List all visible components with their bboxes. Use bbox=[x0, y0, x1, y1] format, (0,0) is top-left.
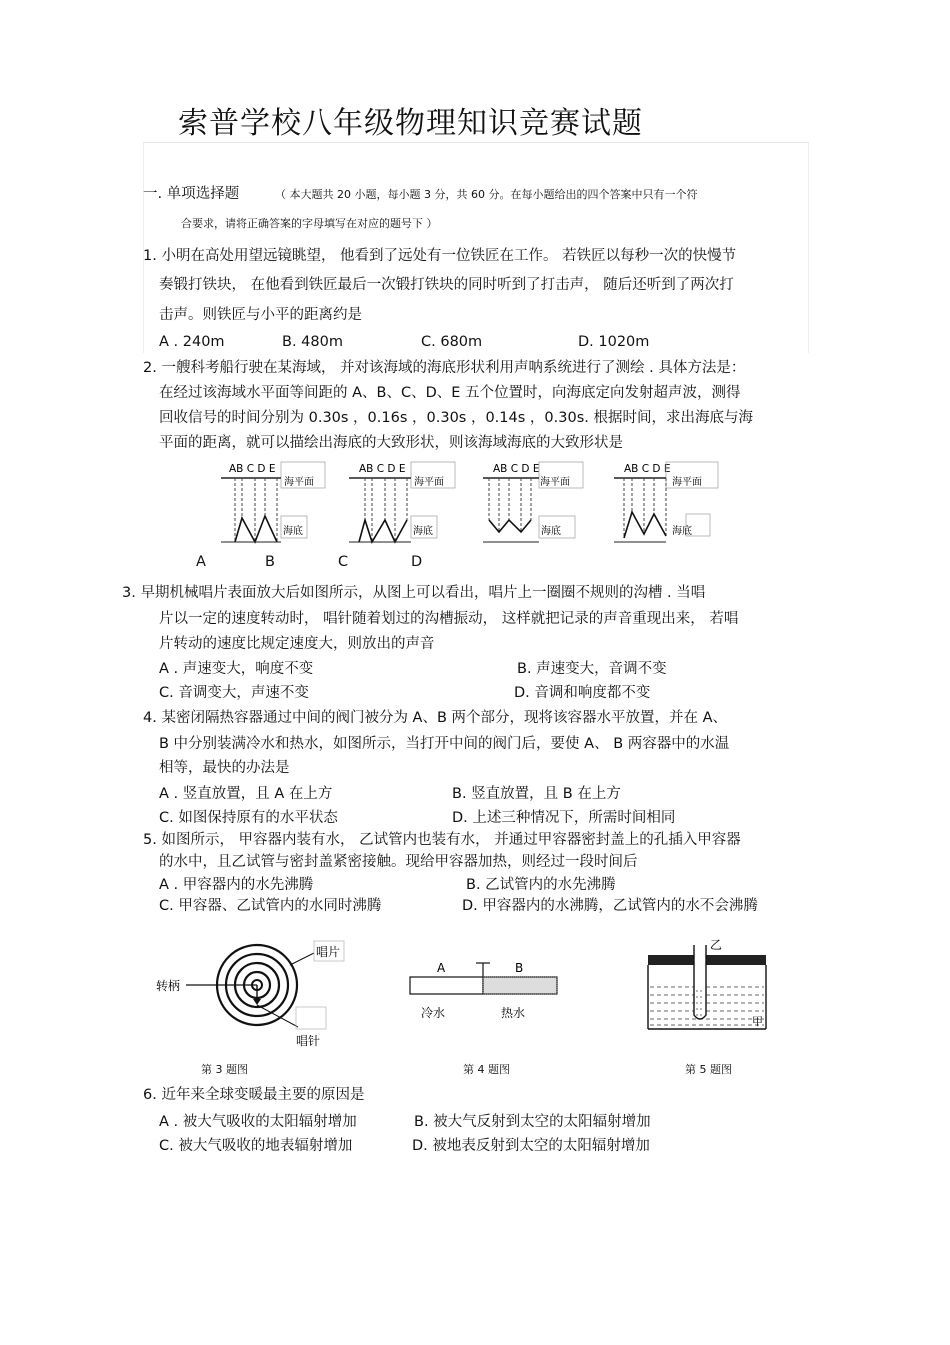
q3-option-c: C. 音调变大，声速不变 bbox=[159, 685, 309, 701]
q2-fig-label-d: D bbox=[411, 554, 423, 570]
hot-water-label: 热水 bbox=[501, 1006, 526, 1020]
panel-points-label: AB C D E bbox=[229, 463, 276, 475]
q2-line1: 2. 一艘科考船行驶在某海域， 并对该海域的海底形状利用声呐系统进行了测绘 . 具体方法是： bbox=[143, 360, 746, 376]
q5-option-b: B. 乙试管内的水先沸腾 bbox=[466, 877, 616, 893]
seabed-panel-c bbox=[483, 462, 583, 542]
q3-option-a: A . 声速变大，响度不变 bbox=[159, 661, 314, 677]
q5-line2: 的水中，且乙试管与密封盖紧密接触。现给甲容器加热，则经过一段时间后 bbox=[159, 854, 638, 870]
q2-line4: 平面的距离，就可以描绘出海底的大致形状，则该海域海底的大致形状是 bbox=[159, 435, 623, 451]
q1-option-b: B. 480m bbox=[282, 334, 343, 350]
svg-text:海平面: 海平面 bbox=[672, 477, 702, 488]
seabed-panel-b bbox=[349, 462, 455, 542]
q2-fig-label-c: C bbox=[338, 554, 349, 570]
svg-text:AB C D E: AB C D E bbox=[359, 463, 406, 475]
q4-option-d: D. 上述三种情况下，所需时间相同 bbox=[452, 810, 676, 826]
svg-text:海底: 海底 bbox=[541, 526, 561, 537]
record-label: 唱片 bbox=[316, 945, 341, 959]
svg-text:海底: 海底 bbox=[413, 526, 433, 537]
handle-label: 转柄 bbox=[156, 979, 181, 993]
sea-floor-label: 海底 bbox=[283, 526, 303, 537]
page-title: 索普学校八年级物理知识竞赛试题 bbox=[178, 106, 643, 141]
q4-line3: 相等，最快的办法是 bbox=[159, 760, 290, 776]
q4-option-c: C. 如图保持原有的水平状态 bbox=[159, 810, 338, 826]
q2-fig-label-b: B bbox=[265, 554, 275, 570]
q4-option-a: A . 竖直放置，且 A 在上方 bbox=[159, 786, 333, 802]
q4-line1: 4. 某密闭隔热容器通过中间的阀门被分为 A、B 两个部分，现将该容器水平放置，并在 A、 bbox=[143, 710, 728, 726]
q5-line1: 5. 如图所示， 甲容器内装有水， 乙试管内也装有水， 并通过甲容器密封盖上的孔插入甲容器 bbox=[143, 832, 741, 848]
section-heading: 一. 单项选择题 bbox=[143, 186, 240, 202]
q3-option-b: B. 声速变大，音调不变 bbox=[517, 661, 667, 677]
container-b-label: B bbox=[515, 961, 524, 975]
svg-text:海平面: 海平面 bbox=[414, 477, 444, 488]
q4-option-b: B. 竖直放置，且 B 在上方 bbox=[452, 786, 621, 802]
q2-line3: 回收信号的时间分别为 0.30s ，0.16s ，0.30s ，0.14s ，0.30s. 根据时间，求出海底与海 bbox=[159, 410, 753, 426]
q1-option-c: C. 680m bbox=[421, 334, 483, 350]
q3-line3: 片转动的速度比规定速度大，则放出的声音 bbox=[159, 636, 435, 652]
q1-line2: 奏锻打铁块， 在他看到铁匠最后一次锻打铁块的同时听到了打击声， 随后还听到了两次打 bbox=[159, 277, 734, 293]
svg-text:海平面: 海平面 bbox=[540, 477, 570, 488]
fig3-caption: 第 3 题图 bbox=[201, 1063, 248, 1076]
q6-option-d: D. 被地表反射到太空的太阳辐射增加 bbox=[412, 1138, 650, 1154]
fig3-record-diagram bbox=[150, 935, 360, 1055]
q3-line1: 3. 早期机械唱片表面放大后如图所示，从图上可以看出，唱片上一圈圈不规则的沟槽 . 当唱 bbox=[122, 585, 706, 601]
q2-seabed-figures bbox=[215, 458, 725, 550]
q6-option-c: C. 被大气吸收的地表辐射增加 bbox=[159, 1138, 353, 1154]
q1-option-a: A . 240m bbox=[159, 334, 225, 350]
q6-option-a: A . 被大气吸收的太阳辐射增加 bbox=[159, 1114, 357, 1130]
q6-option-b: B. 被大气反射到太空的太阳辐射增加 bbox=[414, 1114, 651, 1130]
q6-line1: 6. 近年来全球变暖最主要的原因是 bbox=[143, 1087, 365, 1103]
q5-option-d: D. 甲容器内的水沸腾，乙试管内的水不会沸腾 bbox=[462, 898, 758, 914]
vessel-jia-label: 甲 bbox=[752, 1015, 763, 1028]
fig5-vessel-diagram bbox=[640, 935, 780, 1035]
container-a-label: A bbox=[437, 961, 446, 975]
q2-line2: 在经过该海域水平面等间距的 A、B、C、D、E 五个位置时，向海底定向发射超声波，测得 bbox=[159, 385, 741, 401]
seabed-panel-d bbox=[614, 462, 718, 542]
q4-line2: B 中分别装满冷水和热水，如图所示，当打开中间的阀门后，要使 A、 B 两容器中的水温 bbox=[159, 736, 730, 752]
fig4-container-diagram bbox=[405, 955, 565, 1025]
tube-yi-label: 乙 bbox=[710, 938, 723, 952]
q3-line2: 片以一定的速度转动时， 唱针随着划过的沟槽振动， 这样就把记录的声音重现出来， 若唱 bbox=[159, 611, 739, 627]
fig5-caption: 第 5 题图 bbox=[685, 1063, 732, 1076]
q5-option-c: C. 甲容器、乙试管内的水同时沸腾 bbox=[159, 898, 382, 914]
q2-fig-label-a: A bbox=[196, 554, 206, 570]
cold-water-label: 冷水 bbox=[421, 1006, 446, 1020]
svg-text:AB C D E: AB C D E bbox=[493, 463, 540, 475]
q1-line3: 击声。则铁匠与小平的距离约是 bbox=[159, 307, 362, 323]
seabed-panel-a bbox=[221, 462, 325, 542]
sea-surface-label: 海平面 bbox=[284, 477, 314, 488]
q3-option-d: D. 音调和响度都不变 bbox=[514, 685, 651, 701]
section-note-line1: （ 本大题共 20 小题，每小题 3 分，共 60 分。在每小题给出的四个答案中只有一个符 bbox=[275, 188, 698, 201]
q1-option-d: D. 1020m bbox=[578, 334, 650, 350]
q1-line1: 1. 小明在高处用望远镜眺望， 他看到了远处有一位铁匠在工作。 若铁匠以每秒一次的快慢节 bbox=[143, 248, 737, 264]
svg-text:海底: 海底 bbox=[672, 526, 692, 537]
fig4-caption: 第 4 题图 bbox=[463, 1063, 510, 1076]
needle-label: 唱针 bbox=[296, 1034, 321, 1048]
q5-option-a: A . 甲容器内的水先沸腾 bbox=[159, 877, 314, 893]
svg-text:AB C D E: AB C D E bbox=[624, 463, 671, 475]
section-note-line2: 合要求，请将正确答案的字母填写在对应的题号下 ） bbox=[181, 217, 438, 230]
